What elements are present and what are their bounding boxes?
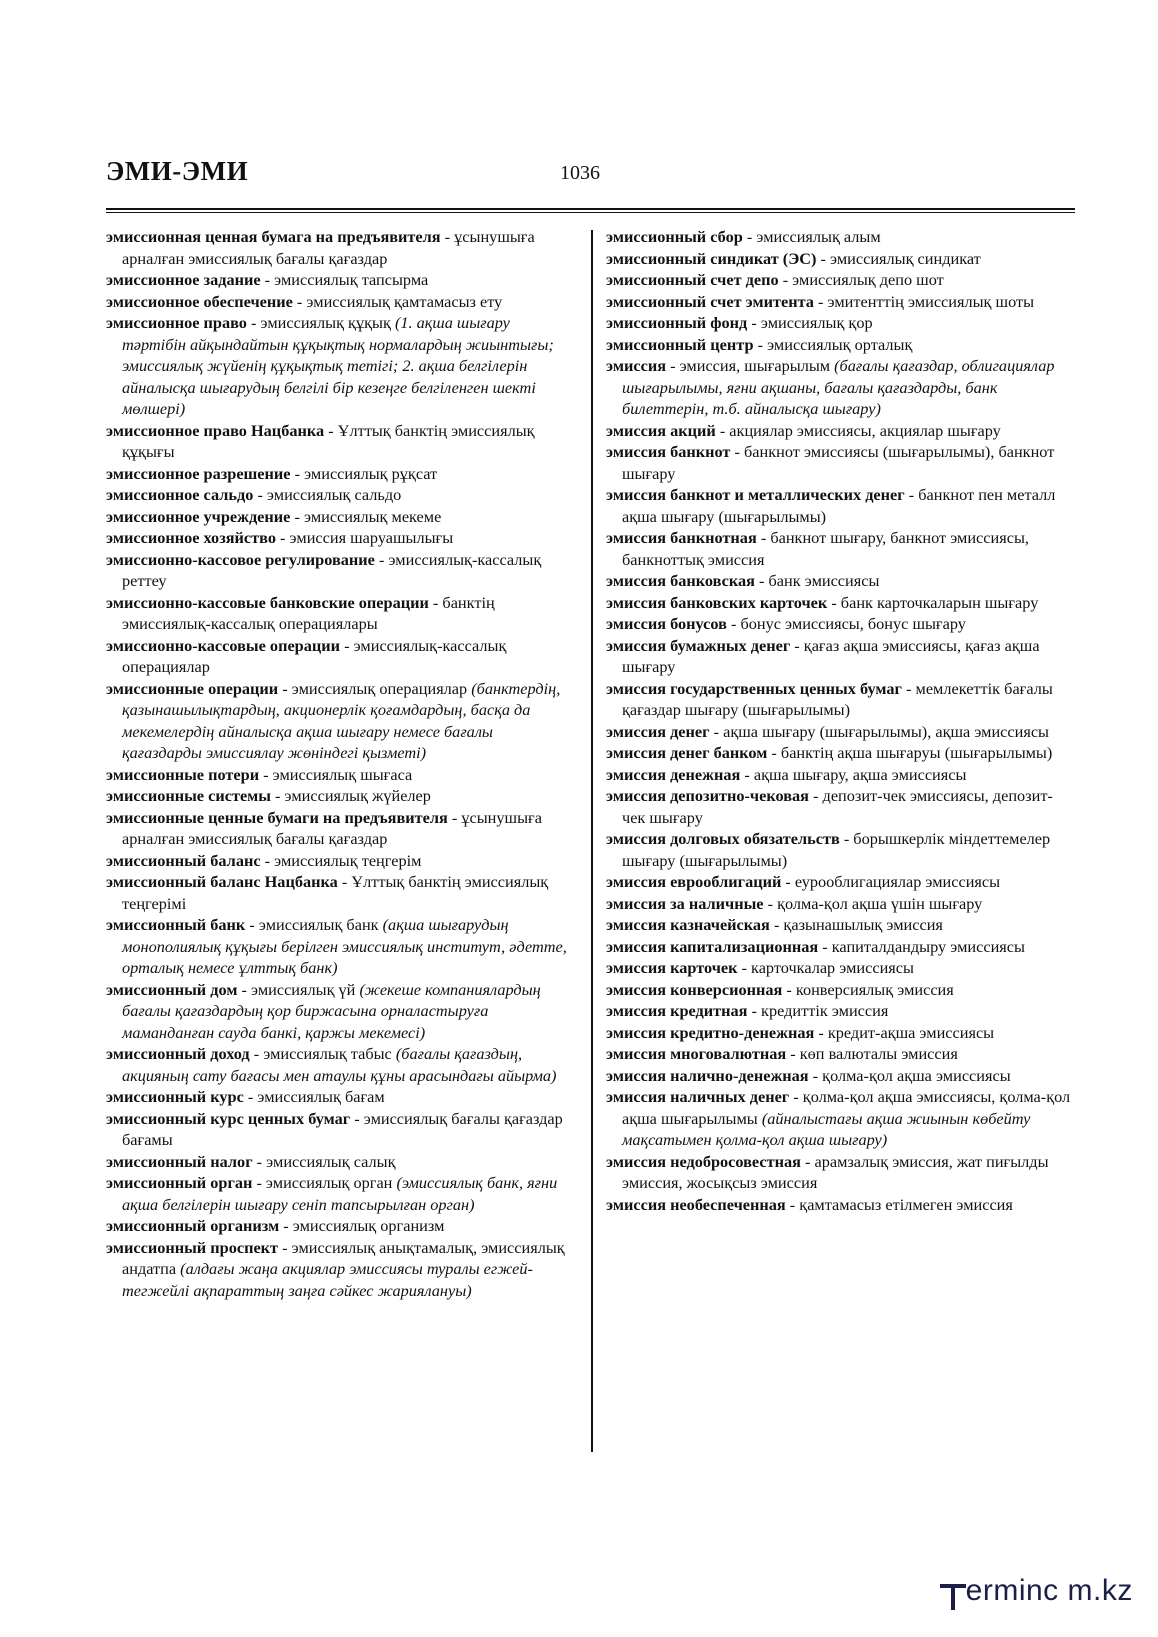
entry-definition: - банктің эмиссиялық-кассалық операциялары [122,592,495,633]
dictionary-entry [106,549,569,592]
entry-note: (айналыстағы ақша жиынын көбейту мақсатымен қолма-қол ақша шығару) [622,1108,1031,1149]
dictionary-entry [606,936,1076,958]
dictionary-entry [606,527,1076,570]
dictionary-entry [106,850,569,872]
entry-definition: - банктің ақша шығаруы (шығарылымы) [767,743,1053,762]
dictionary-entry [606,635,1076,678]
entry-term: эмиссионное задание [106,270,261,289]
entry-term: эмиссия депозитно-чековая [606,786,809,805]
entry-term: эмиссионный курс ценных бумаг [106,1108,351,1128]
entry-term: эмиссионный счет депо [606,270,779,289]
entry-definition: - эмиссиялық қамтамасыз ету [292,291,503,311]
entry-definition: - карточкалар эмиссиясы [737,958,914,977]
entry-definition: - эмиссиялық тапсырма [260,270,429,289]
entry-term: эмиссионный баланс Нацбанка [106,872,338,891]
entry-definition: - еурооблигациялар эмиссиясы [781,872,1001,891]
dictionary-entry [106,785,569,807]
entry-term: эмиссионный курс [106,1087,244,1106]
entry-term: эмиссионный доход [106,1044,250,1063]
dictionary-entry [606,871,1076,893]
entry-definition: - ұсынушыға арналған эмиссиялық бағалы қағаздар [122,807,542,848]
entry-definition: - банкнот пен металл ақша шығару (шығарылымы) [622,485,1056,526]
entry-term: эмиссионные системы [106,786,271,805]
entry-definition: - эмиссиялық табыс [249,1044,396,1063]
entry-note: (эмиссиялық банк, яғни ақша белгілерін шығару сеніп тапсырылған орган) [122,1173,558,1214]
entry-definition: - ұсынушыға арналған эмиссиялық бағалы қағаздар [122,227,535,268]
dictionary-entry [106,506,569,528]
entry-note: (жекеше компаниялардың бағалы қағаздардың қор биржасына орналастыруға маманданған сауда банкі, қаржы мекемесі) [122,979,541,1042]
dictionary-entry [106,807,569,850]
entry-term: эмиссия [606,356,667,375]
entry-definition: - эмиссиялық теңгерім [260,850,422,870]
dictionary-entry [106,420,569,463]
entry-term: эмиссионное учреждение [106,506,291,526]
header-rule-thick [106,208,1075,210]
dictionary-entry [606,248,1076,270]
entry-term: эмиссионный баланс [106,850,261,870]
entry-note: (1. ақша шығару тәртібін айқындайтын құқықтық нормалардың жиынтығы; эмиссиялық жүйенің құқықтық тетігі; 2. ақша белгілерін айналысқа шығарудың белгілі бір кезеңге белгіленген шекті мөлшері) [122,313,554,418]
entry-definition: - банк карточкаларын шығару [827,592,1039,612]
dictionary-entry [106,979,569,1044]
entry-definition: - көп валюталы эмиссия [786,1044,958,1063]
dictionary-entry [106,312,569,420]
entry-definition: - қолма-қол ақша эмиссиясы [808,1065,1011,1085]
entry-term: эмиссия кредитно-денежная [606,1022,815,1042]
entry-definition: - қағаз ақша эмиссиясы, қағаз ақша шығару [622,635,1040,676]
entry-term: эмиссия необеспеченная [606,1194,786,1214]
dictionary-entry [106,1172,569,1215]
dictionary-entry [106,914,569,979]
entry-term: эмиссионное обеспечение [106,291,293,311]
entry-term: эмиссионный сбор [606,227,743,246]
entry-term: эмиссия банковская [606,571,755,590]
dictionary-entry [106,1237,569,1302]
entry-term: эмиссионный проспект [106,1237,279,1257]
dictionary-entry [606,1000,1076,1022]
dictionary-entry [606,678,1076,721]
entry-term: эмиссионный организм [106,1216,280,1235]
entry-definition: - қолма-қол ақша үшін шығару [763,893,983,913]
entry-term: эмиссионно-кассовые операции [106,635,341,655]
entry-term: эмиссия банковских карточек [606,592,828,612]
entry-definition: - арамзалық эмиссия, жат пиғылды эмиссия, жосықсыз эмиссия [622,1151,1049,1192]
entry-term: эмиссионные потери [106,764,260,784]
entry-term: эмиссия долговых обязательств [606,829,840,848]
dictionary-entry [106,1086,569,1108]
left-column [106,226,569,1301]
entry-definition: - эмиссиялық орган [252,1173,397,1192]
entry-definition: - кредиттік эмиссия [747,1001,889,1020]
entry-definition: - мемлекеттік бағалы қағаздар шығару (шығарылымы) [622,678,1053,719]
entry-term: эмиссионное хозяйство [106,528,276,547]
entry-term: эмиссионный фонд [606,313,748,332]
dictionary-entry [606,979,1076,1001]
entry-definition: - эмиссиялық банк [245,915,383,934]
dictionary-entry [606,785,1076,828]
dictionary-entry [606,1043,1076,1065]
entry-definition: - эмиссиялық синдикат [816,248,981,268]
dictionary-entry [106,635,569,678]
entry-definition: - ақша шығару (шығарылымы), ақша эмиссиясы [709,721,1049,741]
entry-definition: - қазынашылық эмиссия [769,915,943,934]
entry-term: эмиссионное право Нацбанка [106,420,325,440]
entry-term: эмиссионное право [106,313,247,332]
entry-term: эмиссия капитализационная [606,936,819,956]
entry-definition: - эмиссиялық организм [279,1216,445,1235]
entry-term: эмиссия наличных денег [606,1087,790,1106]
watermark-label: erminc m.kz [965,1574,1133,1607]
entry-definition: - ақша шығару, ақша эмиссиясы [740,764,967,784]
dictionary-entry [606,957,1076,979]
entry-term: эмиссионный орган [106,1173,253,1192]
entry-term: эмиссия казначейская [606,915,770,934]
entry-term: эмиссионное разрешение [106,463,291,483]
entry-definition: - эмиссиялық шығаса [259,764,413,784]
entry-note: (банктердің, қазынашылықтардың, акционерлік қоғамдардың, басқа да мекемелердің айналысқа ақша шығару немесе бағалы қағаздарды эмиссиялау жөніндегі қызметі) [122,678,561,762]
dictionary-entry [606,226,1076,248]
entry-term: эмиссия многовалютная [606,1044,787,1063]
dictionary-entry [106,463,569,485]
entry-term: эмиссия налично-денежная [606,1065,809,1085]
column-divider [591,230,593,1452]
entry-definition: - эмитенттің эмиссиялық шоты [813,291,1035,311]
dictionary-entry [606,484,1076,527]
entry-term: эмиссия бонусов [606,614,727,633]
entry-definition: - эмиссиялық жүйелер [270,786,431,805]
entry-definition: - эмиссиялық анықтамалық, эмиссиялық андатпа [122,1237,565,1278]
dictionary-entry [106,592,569,635]
entry-definition: - эмиссиялық операциялар [278,678,472,698]
entry-definition: - банкнот эмиссиясы (шығарылымы), банкнот шығару [622,442,1055,483]
entry-note: (ақша шығарудың монополиялық құқығы берілген эмиссиялық институт, әдетте, орталық немесе ұлттық банк) [122,915,567,977]
entry-term: эмиссия государственных ценных бумаг [606,678,902,698]
dictionary-entry [606,592,1076,614]
entry-term: эмиссия банкнот и металлических денег [606,485,905,504]
entry-definition: - эмиссиялық бағам [243,1087,385,1106]
page-header-title: ЭМИ-ЭМИ [106,156,249,186]
entry-term: эмиссия кредитная [606,1001,748,1020]
dictionary-entry [606,420,1076,442]
watermark-text [948,1574,1133,1608]
dictionary-entry [106,1215,569,1237]
dictionary-entry [606,312,1076,334]
dictionary-entry [106,764,569,786]
entry-note: (бағалы қағаздың, акцияның сату бағасы мен атаулы құны арасындағы айырма) [122,1044,557,1085]
right-column [606,226,1076,1215]
dictionary-entry [606,893,1076,915]
entry-term: эмиссионно-кассовые банковские операции [106,592,429,612]
entry-definition: - эмиссиялық рұқсат [290,463,438,483]
dictionary-entry [606,828,1076,871]
entry-term: эмиссионные операции [106,678,279,698]
entry-definition: - эмиссиялық-кассалық операциялар [122,635,507,676]
entry-term: эмиссионные ценные бумаги на предъявителя [106,807,448,827]
dictionary-entry [606,613,1076,635]
entry-definition: - депозит-чек эмиссиясы, депозит-чек шығару [622,786,1053,827]
dictionary-entry [606,1086,1076,1151]
entry-term: эмиссия акций [606,420,716,440]
entry-definition: - бонус эмиссиясы, бонус шығару [726,614,966,633]
entry-term: эмиссия банкнот [606,442,731,461]
entry-term: эмиссия денег банком [606,743,768,762]
dictionary-entry [606,355,1076,420]
entry-definition: - капиталдандыру эмиссиясы [818,936,1025,956]
entry-definition: - қамтамасыз етілмеген эмиссия [785,1194,1013,1214]
dictionary-entry [106,527,569,549]
entry-term: эмиссия бумажных денег [606,635,791,655]
dictionary-entry [106,226,569,269]
dictionary-entry [106,291,569,313]
entry-term: эмиссионное сальдо [106,485,254,504]
entry-definition: - банкнот шығару, банкнот эмиссиясы, банкноттық эмиссия [622,528,1029,569]
entry-definition: - эмиссиялық құқық [246,313,395,332]
entry-definition: - қолма-қол ақша эмиссиясы, қолма-қол ақша шығарылымы [622,1087,1071,1128]
dictionary-entry [106,871,569,914]
dictionary-entry [106,484,569,506]
entry-definition: - банк эмиссиясы [754,571,880,590]
entry-term: эмиссия за наличные [606,893,764,913]
entry-term: эмиссионный счет эмитента [606,291,814,311]
entry-definition: - эмиссиялық сальдо [253,485,402,504]
entry-definition: - Ұлттық банктің эмиссиялық құқығы [122,420,535,461]
entry-definition: - эмиссиялық алым [742,227,881,246]
entry-definition: - эмиссиялық үй [237,979,360,999]
entry-definition: - эмиссиялық-кассалық реттеу [122,549,542,590]
entry-definition: - эмиссиялық бағалы қағаздар бағамы [122,1108,563,1149]
entry-term: эмиссия недобросовестная [606,1151,801,1171]
entry-definition: - эмиссиялық орталық [753,334,913,354]
dictionary-entry [606,764,1076,786]
dictionary-entry [106,1151,569,1173]
dictionary-entry [606,914,1076,936]
entry-definition: - эмиссиялық қор [747,313,873,332]
entry-term: эмиссия конверсионная [606,979,783,999]
entry-definition: - эмиссия шаруашылығы [275,528,454,547]
entry-definition: - Ұлттық банктің эмиссиялық теңгерімі [122,872,549,913]
dictionary-entry [106,1043,569,1086]
entry-definition: - акциялар эмиссиясы, акциялар шығару [715,420,1001,440]
header-rule-thin [106,212,1075,213]
dictionary-entry [606,334,1076,356]
dictionary-entry [606,1022,1076,1044]
entry-term: эмиссия еврооблигаций [606,872,782,891]
dictionary-entry [606,1194,1076,1216]
dictionary-entry [606,291,1076,313]
entry-note: (алдағы жаңа акциялар эмиссиясы туралы егжей-тегжейлі ақпараттың заңға сәйкес жариялануы) [122,1259,533,1300]
entry-definition: - эмиссиялық салық [252,1151,396,1171]
dictionary-entry [106,1108,569,1151]
entry-term: эмиссионная ценная бумага на предъявителя [106,227,441,246]
dictionary-entry [106,678,569,764]
entry-term: эмиссия денег [606,721,710,741]
entry-definition: - эмиссиялық депо шот [778,270,944,289]
dictionary-entry [606,1065,1076,1087]
entry-term: эмиссионный банк [106,915,246,934]
entry-note: (бағалы қағаздар, облигациялар шығарылымы, яғни ақшаны, бағалы қағаздарды, банк билеттерін, т.б. айналысқа шығару) [622,356,1055,418]
entry-definition: - эмиссиялық мекеме [290,506,442,526]
dictionary-entry [606,1151,1076,1194]
entry-term: эмиссионный синдикат (ЭС) [606,248,817,268]
dictionary-entry [106,269,569,291]
dictionary-entry [606,570,1076,592]
entry-definition: - борышкерлік міндеттемелер шығару (шығарылымы) [622,829,1051,870]
dictionary-entry [606,721,1076,743]
entry-term: эмиссионный центр [606,334,754,354]
termincom-watermark [940,1570,1135,1618]
entry-term: эмиссия банкнотная [606,528,757,547]
dictionary-entry [606,441,1076,484]
dictionary-entry [606,742,1076,764]
dictionary-entry [606,269,1076,291]
entry-term: эмиссионно-кассовое регулирование [106,549,375,569]
entry-term: эмиссионный налог [106,1151,253,1171]
entry-definition: - конверсиялық эмиссия [782,979,954,999]
entry-term: эмиссия карточек [606,958,738,977]
entry-term: эмиссионный дом [106,979,238,999]
entry-definition: - эмиссия, шығарылым [666,356,835,375]
page-number: 1036 [560,162,600,184]
entry-definition: - кредит-ақша эмиссиясы [814,1022,995,1042]
entry-term: эмиссия денежная [606,764,741,784]
